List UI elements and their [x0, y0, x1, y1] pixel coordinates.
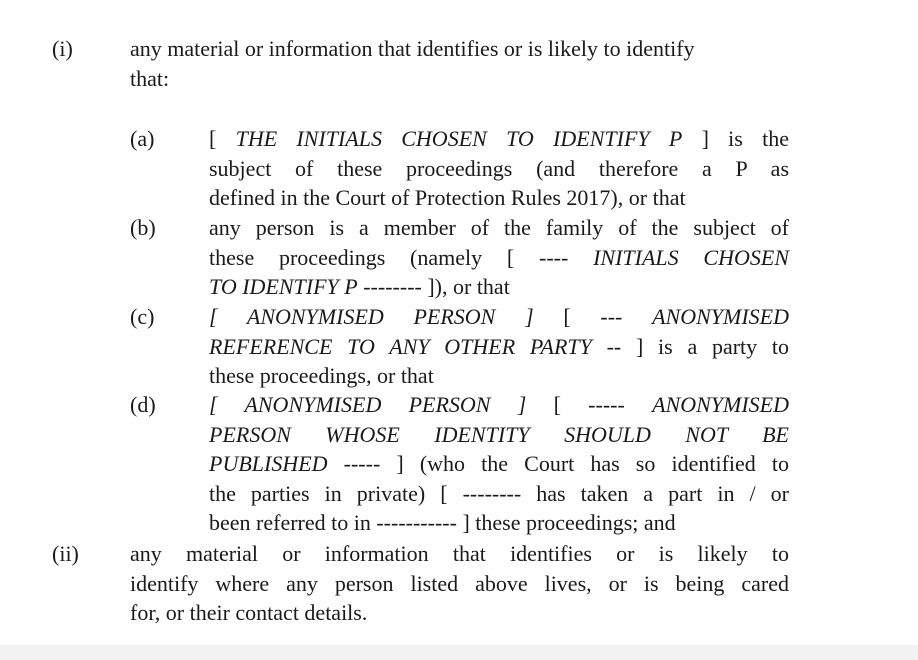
- subclause-d-line-1: [ ANONYMISED PERSON ] [ ----- ANONYMISED: [209, 392, 789, 417]
- subclause-a-line-1: [ THE INITIALS CHOSEN TO IDENTIFY P ] is the: [209, 126, 789, 151]
- placeholder-anonymised-person: [ ANONYMISED PERSON ]: [209, 392, 527, 417]
- placeholder-anonymised-person: [ ANONYMISED PERSON ]: [209, 304, 534, 329]
- subclause-d-line-4: the parties in private) [ -------- has taken a part in / or: [209, 480, 789, 506]
- clause-i-line-1: any material or information that identifies or is likely to identify: [130, 36, 695, 61]
- subclause-b-line-3: TO IDENTIFY P -------- ]), or that: [209, 274, 510, 299]
- clause-ii-line-3: for, or their contact details.: [130, 600, 368, 625]
- subclause-a-line-2: subject of these proceedings (and therefore a P as: [209, 155, 789, 181]
- placeholder-anonymised: ANONYMISED: [652, 304, 789, 329]
- subclause-a-line-3: defined in the Court of Protection Rules 2017), or that: [209, 185, 686, 210]
- clause-ii-marker: (ii): [52, 541, 79, 566]
- clause-ii-line-1: any material or information that identifies or is likely to: [130, 541, 789, 566]
- subclause-c-text: [209, 302, 789, 391]
- subclause-a-marker: (a): [130, 126, 155, 151]
- subclause-d-text: [209, 390, 789, 538]
- subclause-c-marker: (c): [130, 304, 155, 329]
- subclause-d-line-3: PUBLISHED ----- ] (who the Court has so identified to: [209, 451, 789, 476]
- placeholder-initials-p: THE INITIALS CHOSEN TO IDENTIFY P: [235, 126, 683, 151]
- subclause-b-marker: (b): [130, 215, 156, 240]
- subclause-c-line-2: REFERENCE TO ANY OTHER PARTY -- ] is a party to: [209, 333, 790, 359]
- subclause-a-text: [209, 124, 789, 213]
- clause-i-marker: (i): [52, 36, 73, 61]
- placeholder-anonymised: ANONYMISED: [652, 392, 789, 417]
- subclause-c-line-3: these proceedings, or that: [209, 363, 434, 388]
- clause-ii-text: [130, 539, 789, 628]
- subclause-b-line-2: these proceedings (namely [ ---- INITIALS CHOSEN: [209, 244, 789, 270]
- placeholder-initials-chosen: INITIALS CHOSEN: [593, 244, 789, 270]
- page-bottom-edge: [0, 645, 918, 660]
- subclause-d-line-2: PERSON WHOSE IDENTITY SHOULD NOT BE: [209, 421, 789, 447]
- subclause-b-text: [209, 213, 789, 302]
- subclause-d-marker: (d): [130, 392, 156, 417]
- placeholder-to-identify-p: TO IDENTIFY P: [209, 274, 358, 299]
- subclause-b-line-1: any person is a member of the family of the subject of: [209, 215, 789, 240]
- subclause-c-line-1: [ ANONYMISED PERSON ] [ --- ANONYMISED: [209, 304, 789, 329]
- placeholder-other-party: REFERENCE TO ANY OTHER PARTY: [209, 333, 592, 359]
- subclause-d-line-5: been referred to in ----------- ] these proceedings; and: [209, 510, 676, 535]
- placeholder-published: PUBLISHED: [209, 451, 328, 476]
- clause-i-line-2: that:: [130, 65, 170, 91]
- clause-i-text: [130, 34, 792, 93]
- clause-ii-line-2: identify where any person listed above lives, or is being cared: [130, 570, 789, 596]
